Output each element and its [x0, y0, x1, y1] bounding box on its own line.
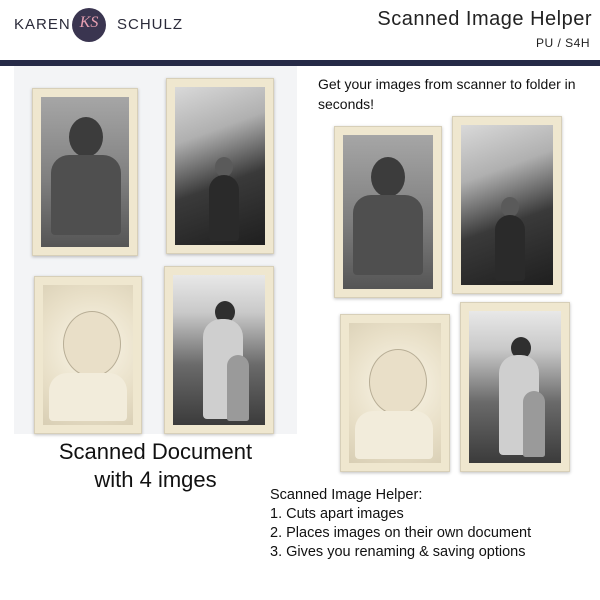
header	[0, 0, 600, 62]
photo-image	[173, 275, 265, 425]
feature-item: 2. Places images on their own document	[270, 525, 532, 541]
feature-item: 3. Gives you renaming & saving options	[270, 544, 526, 560]
scan-photo-family	[164, 266, 274, 434]
brand-first-name: KAREN	[14, 16, 71, 33]
ks-logo-icon	[72, 8, 106, 42]
photo-image	[343, 135, 433, 289]
scan-photo-woman	[166, 78, 274, 254]
output-photo-woman	[452, 116, 562, 294]
photo-image	[461, 125, 553, 285]
photo-image	[175, 87, 265, 245]
product-title: Scanned Image Helper	[377, 8, 592, 30]
output-photo-family	[460, 302, 570, 472]
output-photo-baby	[340, 314, 450, 472]
caption-line-2: with 4 imges	[94, 467, 217, 492]
feature-list	[270, 486, 596, 562]
photo-image	[349, 323, 441, 463]
logo-text: KS	[79, 14, 99, 31]
photo-image	[469, 311, 561, 463]
scan-photo-baby	[34, 276, 142, 434]
scan-photo-man	[32, 88, 138, 256]
scanned-document-caption	[14, 438, 297, 494]
caption-line-1: Scanned Document	[58, 439, 253, 464]
output-photo-man	[334, 126, 442, 298]
feature-note: Get your images from scanner to folder in seconds!	[318, 76, 576, 112]
brand-last-name: SCHULZ	[117, 16, 184, 33]
feature-item: 1. Cuts apart images	[270, 506, 404, 522]
photo-image	[41, 97, 129, 247]
photo-image	[43, 285, 133, 425]
feature-list-heading: Scanned Image Helper:	[270, 487, 423, 503]
product-subtitle: PU / S4H	[535, 36, 590, 50]
